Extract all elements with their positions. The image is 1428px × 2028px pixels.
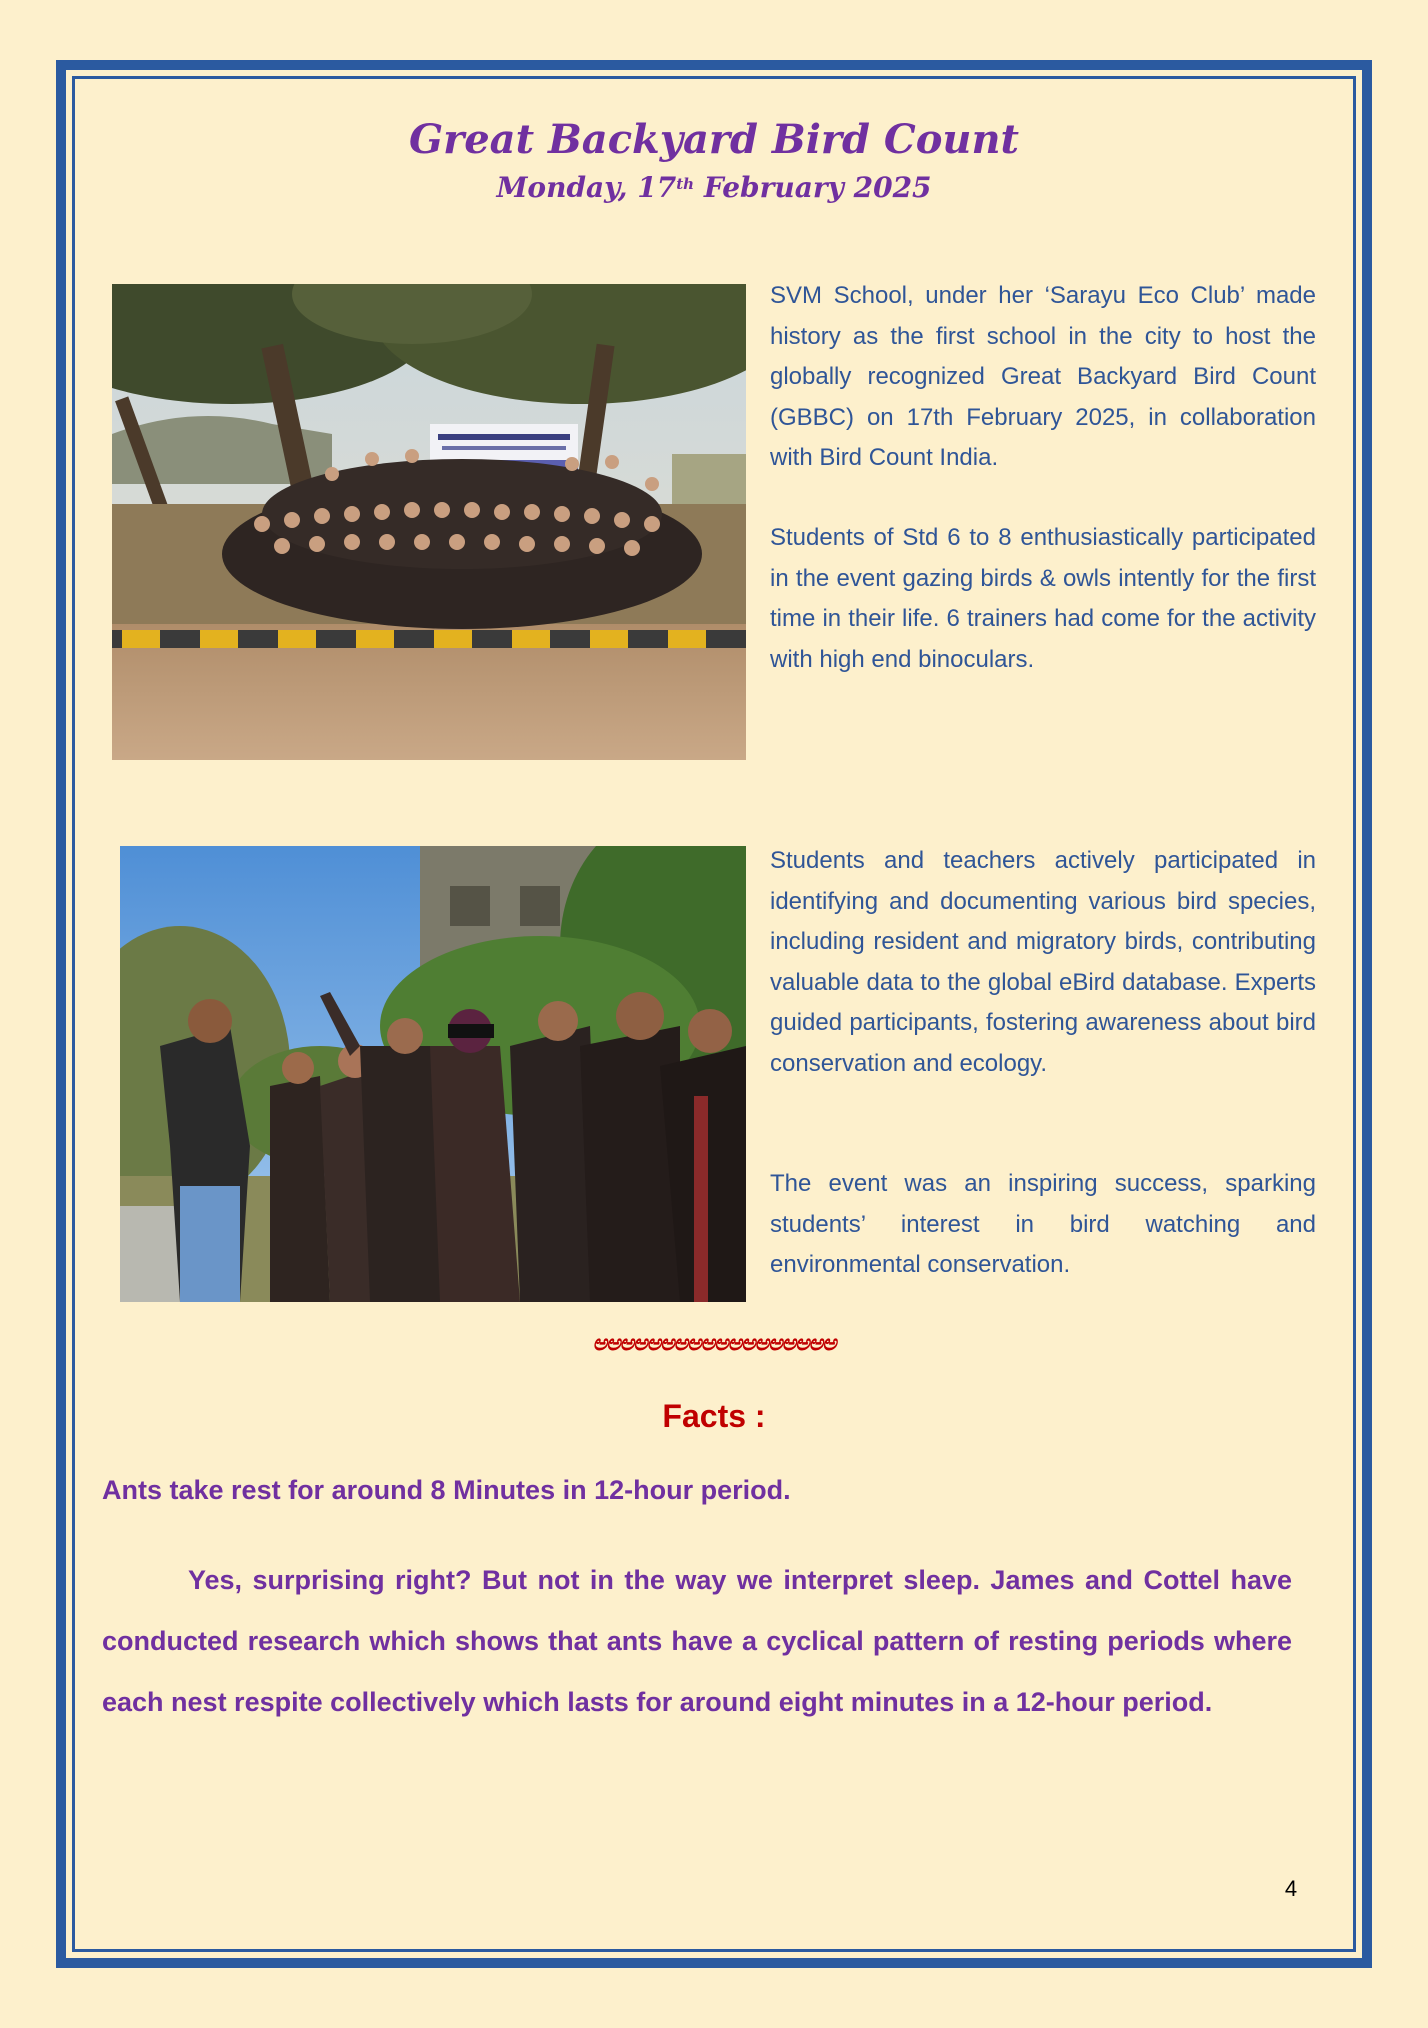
group-photo-image	[112, 284, 746, 760]
decorative-divider: ಅಅಅಅಅಅಅಅಅಅಅಅಅಅಅಅಅಅ	[592, 1330, 836, 1356]
facts-heading: Facts :	[662, 1398, 766, 1434]
group-photo	[112, 284, 746, 760]
fact-body: Yes, surprising right? But not in the way we interpret sleep. James and Cottel have conducted research which shows that ants have a cyclical pattern of resting periods where each nest respite collectively which lasts for around eight minutes in a 12-hour period.	[102, 1565, 1292, 1717]
birdwatching-photo-image	[120, 846, 746, 1302]
birdwatching-photo	[120, 846, 746, 1302]
page-number: 4	[1284, 1876, 1298, 1901]
fact-title: Ants take rest for around 8 Minutes in 12-hour period.	[102, 1475, 791, 1505]
article-paragraph-2: Students of Std 6 to 8 enthusiastically participated in the event gazing birds & owls intently for the first time in their life. 6 trainers had come for the activity with high end binoculars.	[770, 524, 1316, 673]
date-ordinal-suffix: th	[676, 175, 695, 193]
date-suffix: February 2025	[694, 171, 932, 204]
article-paragraph-4: The event was an inspiring success, sparking students’ interest in bird watching and environmental conservation.	[770, 1170, 1316, 1278]
date-prefix: Monday, 17	[496, 171, 677, 204]
article-paragraph-3: Students and teachers actively participated in identifying and documenting various bird species, including resident and migratory birds, contributing valuable data to the global eBird database. Experts guided participants, fostering awareness about bird conservation and ecology.	[770, 847, 1316, 1077]
article-paragraph-1: SVM School, under her ‘Sarayu Eco Club’ made history as the first school in the city to host the globally recognized Great Backyard Bird Count (GBBC) on 17th February 2025, in collaboration with Bird Count India.	[770, 282, 1316, 471]
page-date	[0, 168, 1428, 208]
page-title: Great Backyard Bird Count	[408, 116, 1020, 163]
